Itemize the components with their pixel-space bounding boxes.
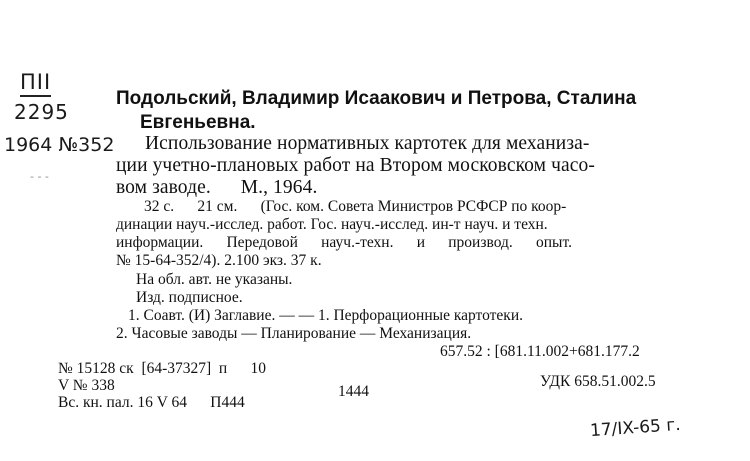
description-line-3: информации. Передовой науч.-техн. и производ. опыт. xyxy=(116,234,572,251)
shelfmark-line-1: ПII xyxy=(20,70,51,97)
title-line-3: вом заводе. М., 1964. xyxy=(116,177,318,198)
footer-udk: УДК 658.51.002.5 xyxy=(540,373,656,390)
tracings-line-2: 2. Часовые заводы — Планирование — Механизация. xyxy=(116,325,472,342)
title-line-2: ции учетно-плановых работ на Втором московском часо- xyxy=(116,155,595,176)
classification-index: 657.52 : [681.11.002+681.177.2 xyxy=(440,343,640,360)
footer-v-number: V № 338 xyxy=(58,377,115,394)
note-line-2: Изд. подписное. xyxy=(136,289,243,306)
footer-handwritten-date: 17/IX-65 г. xyxy=(589,414,682,442)
author-heading-line-2: Евгеньевна. xyxy=(140,112,256,133)
description-line-1: 32 с. 21 см. (Гос. ком. Совета Министров РСФСР по коор- xyxy=(144,198,567,215)
footer-center-number: 1444 xyxy=(338,383,369,400)
shelfmark-smudge: - - - xyxy=(30,170,49,183)
footer-vs-line: Вс. кн. пал. 16 V 64 П444 xyxy=(58,394,245,411)
description-line-2: динации науч.-исслед. работ. Гос. науч.-исслед. ин-т науч. и техн. xyxy=(116,216,548,233)
shelfmark-line-3: 1964 №352 xyxy=(4,134,115,156)
title-line-1: Использование нормативных картотек для механиза- xyxy=(145,133,590,154)
footer-order-number: № 15128 ск [64-37327] п 10 xyxy=(58,360,266,377)
shelfmark-line-2: 2295 xyxy=(14,100,69,124)
description-line-4: № 15-64-352/4). 2.100 экз. 37 к. xyxy=(116,252,322,269)
author-heading-line-1: Подольский, Владимир Исаакович и Петрова, Сталина xyxy=(116,88,637,109)
note-line-1: На обл. авт. не указаны. xyxy=(136,271,293,288)
tracings-line-1: 1. Соавт. (И) Заглавие. — — 1. Перфорационные картотеки. xyxy=(128,307,524,324)
